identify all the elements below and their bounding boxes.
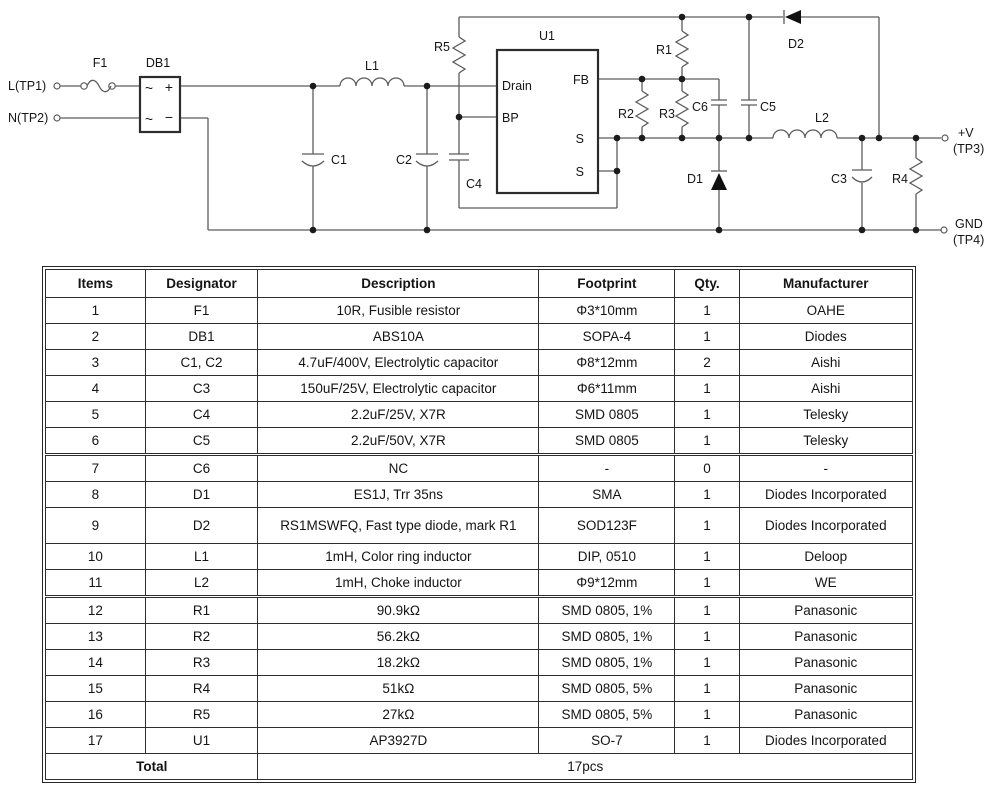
resistor-r5-symbol [453,37,465,73]
bom-row-8 [46,482,913,508]
u1-pin-s2: S [575,165,584,179]
bom-cell-designator: L2 [145,570,258,597]
bom-total-row [46,754,913,780]
u1-pin-fb: FB [573,73,589,87]
bom-total-label: Total [46,754,258,780]
bom-cell-designator: U1 [145,728,258,754]
bom-cell-description: ES1J, Trr 35ns [258,482,539,508]
bom-header-manufacturer: Manufacturer [739,270,912,298]
terminal-n-tp2-label: N(TP2) [8,111,49,125]
bom-cell-items: 13 [46,624,146,650]
bom-cell-footprint: SMD 0805, 5% [539,702,675,728]
terminal-l-tp1-label: L(TP1) [8,79,47,93]
bom-cell-manufacturer: Diodes Incorporated [739,482,912,508]
bom-row-14 [46,650,913,676]
u1-pin-bp: BP [502,111,519,125]
bom-header-row [46,270,913,298]
bom-header-designator: Designator [145,270,258,298]
terminal-tp3-label: (TP3) [953,142,985,156]
capacitor-c3-symbol [852,170,872,182]
label-f1: F1 [92,56,108,70]
label-db1: DB1 [145,56,171,70]
bom-cell-qty: 1 [675,624,739,650]
bom-header-items: Items [46,270,146,298]
label-c4: C4 [466,177,482,191]
bom-cell-qty: 1 [675,650,739,676]
capacitor-c1-symbol [302,154,324,166]
capacitor-c6-symbol [711,100,727,105]
bom-cell-designator: R3 [145,650,258,676]
bom-cell-qty: 1 [675,324,739,350]
bom-header-footprint: Footprint [539,270,675,298]
bom-cell-manufacturer: Aishi [739,376,912,402]
terminal-gnd-label: GND [955,217,983,231]
bom-cell-footprint: Φ3*10mm [539,298,675,324]
bom-header-description: Description [258,270,539,298]
bom-cell-footprint: Φ8*12mm [539,350,675,376]
db1-pin-ac1: ~ [144,80,154,96]
bom-cell-description: 1mH, Color ring inductor [258,544,539,570]
bom-cell-qty: 0 [675,455,739,482]
bom-row-2 [46,324,913,350]
label-c2: C2 [396,153,412,167]
bom-row-10 [46,544,913,570]
diode-d1-symbol [711,171,727,190]
bom-row-1 [46,298,913,324]
bom-cell-description: 18.2kΩ [258,650,539,676]
bom-cell-designator: C4 [145,402,258,428]
bom-cell-description: 1mH, Choke inductor [258,570,539,597]
bom-cell-items: 10 [46,544,146,570]
u1-pin-drain: Drain [502,79,532,93]
bom-cell-designator: R5 [145,702,258,728]
bom-cell-manufacturer: OAHE [739,298,912,324]
bom-row-5 [46,402,913,428]
bom-cell-manufacturer: Aishi [739,350,912,376]
bom-row-17 [46,728,913,754]
bom-cell-description: 4.7uF/400V, Electrolytic capacitor [258,350,539,376]
bom-cell-items: 11 [46,570,146,597]
capacitor-c2-symbol [416,154,438,166]
bom-cell-qty: 1 [675,728,739,754]
bom-total-value: 17pcs [258,754,913,780]
bom-cell-description: NC [258,455,539,482]
bom-cell-manufacturer: Diodes Incorporated [739,728,912,754]
capacitor-c5-symbol [741,100,757,105]
resistor-r4-symbol [910,158,922,194]
bom-row-12 [46,597,913,624]
bom-cell-qty: 1 [675,376,739,402]
bom-cell-description: AP3927D [258,728,539,754]
bom-cell-items: 6 [46,428,146,455]
bom-cell-qty: 1 [675,676,739,702]
label-r3: R3 [659,107,675,121]
bom-cell-manufacturer: Panasonic [739,650,912,676]
label-c6: C6 [692,100,708,114]
resistor-r1-symbol [676,31,688,67]
bom-cell-manufacturer: WE [739,570,912,597]
bom-cell-items: 16 [46,702,146,728]
bom-cell-manufacturer: Diodes Incorporated [739,508,912,544]
db1-pin-ac2: ~ [144,111,154,127]
bom-cell-manufacturer: Panasonic [739,676,912,702]
label-c1: C1 [331,153,347,167]
bom-cell-designator: R4 [145,676,258,702]
bom-cell-designator: DB1 [145,324,258,350]
bom-cell-footprint: - [539,455,675,482]
bom-cell-items: 3 [46,350,146,376]
inductor-l1-symbol [340,78,404,86]
bom-cell-manufacturer: - [739,455,912,482]
ic-u1-symbol [497,50,598,193]
bom-row-3 [46,350,913,376]
bom-cell-description: 10R, Fusible resistor [258,298,539,324]
bom-row-9 [46,508,913,544]
resistor-r2-symbol [636,91,648,127]
resistor-r3-symbol [676,91,688,127]
bom-cell-designator: R2 [145,624,258,650]
bom-cell-description: 51kΩ [258,676,539,702]
bom-cell-description: 56.2kΩ [258,624,539,650]
bom-table [45,269,913,780]
label-r5: R5 [434,40,450,54]
bom-cell-qty: 1 [675,544,739,570]
bom-cell-designator: L1 [145,544,258,570]
bom-row-11 [46,570,913,597]
bom-cell-qty: 1 [675,428,739,455]
bom-cell-qty: 1 [675,702,739,728]
label-r4: R4 [892,172,908,186]
bom-cell-designator: R1 [145,597,258,624]
inductor-l2-symbol [773,130,837,138]
bom-cell-description: 90.9kΩ [258,597,539,624]
bom-cell-designator: F1 [145,298,258,324]
label-u1: U1 [539,29,555,43]
label-l2: L2 [815,111,829,125]
bom-cell-footprint: SMD 0805 [539,402,675,428]
bom-cell-footprint: SOD123F [539,508,675,544]
bom-cell-items: 5 [46,402,146,428]
bom-cell-designator: C6 [145,455,258,482]
bom-cell-footprint: SMD 0805 [539,428,675,455]
bom-row-7 [46,455,913,482]
bom-cell-manufacturer: Panasonic [739,702,912,728]
bom-row-16 [46,702,913,728]
capacitor-c4-symbol [449,154,469,160]
bom-cell-description: 27kΩ [258,702,539,728]
bom-cell-footprint: SMD 0805, 5% [539,676,675,702]
bom-cell-footprint: SMD 0805, 1% [539,624,675,650]
bom-cell-qty: 1 [675,402,739,428]
bom-cell-manufacturer: Telesky [739,428,912,455]
bom-cell-items: 12 [46,597,146,624]
bom-cell-manufacturer: Diodes [739,324,912,350]
bom-cell-footprint: DIP, 0510 [539,544,675,570]
bom-cell-items: 14 [46,650,146,676]
bom-cell-footprint: Φ9*12mm [539,570,675,597]
bom-cell-description: RS1MSWFQ, Fast type diode, mark R1 [258,508,539,544]
label-d1: D1 [687,172,703,186]
bom-cell-items: 2 [46,324,146,350]
label-c3: C3 [831,172,847,186]
bom-cell-qty: 1 [675,482,739,508]
bom-cell-description: 150uF/25V, Electrolytic capacitor [258,376,539,402]
bom-cell-footprint: SMA [539,482,675,508]
bom-cell-designator: C1, C2 [145,350,258,376]
bom-cell-qty: 2 [675,350,739,376]
bom-cell-items: 9 [46,508,146,544]
label-r1: R1 [656,43,672,57]
bom-cell-qty: 1 [675,508,739,544]
bom-cell-qty: 1 [675,570,739,597]
bom-cell-description: ABS10A [258,324,539,350]
bom-cell-items: 15 [46,676,146,702]
bom-row-6 [46,428,913,455]
bom-row-15 [46,676,913,702]
terminal-circles [54,83,948,233]
bom-cell-designator: C3 [145,376,258,402]
bom-cell-footprint: SMD 0805, 1% [539,650,675,676]
bridge-rectifier-db1-symbol [140,77,180,132]
bom-row-4 [46,376,913,402]
diode-d2-symbol [784,10,801,24]
bom-table-frame [42,266,916,783]
bom-header-qty: Qty. [675,270,739,298]
label-r2: R2 [618,107,634,121]
db1-pin-minus: − [164,109,174,125]
bom-cell-manufacturer: Panasonic [739,597,912,624]
label-d2: D2 [788,37,804,51]
bom-cell-items: 7 [46,455,146,482]
terminal-tp4-label: (TP4) [953,233,985,247]
bom-cell-qty: 1 [675,597,739,624]
bom-cell-footprint: SO-7 [539,728,675,754]
bom-cell-items: 17 [46,728,146,754]
bom-cell-qty: 1 [675,298,739,324]
bom-cell-designator: D1 [145,482,258,508]
fuse-f1-symbol [81,80,115,91]
bom-cell-designator: C5 [145,428,258,455]
label-c5: C5 [760,100,776,114]
db1-pin-plus: + [164,79,174,95]
bom-cell-manufacturer: Panasonic [739,624,912,650]
bom-cell-footprint: SOPA-4 [539,324,675,350]
bom-cell-items: 4 [46,376,146,402]
bom-cell-description: 2.2uF/50V, X7R [258,428,539,455]
bom-cell-items: 8 [46,482,146,508]
u1-pin-s1: S [575,132,584,146]
bom-cell-items: 1 [46,298,146,324]
bom-cell-description: 2.2uF/25V, X7R [258,402,539,428]
bom-body [46,298,913,754]
bom-cell-footprint: Φ6*11mm [539,376,675,402]
bom-cell-manufacturer: Telesky [739,402,912,428]
bom-cell-manufacturer: Deloop [739,544,912,570]
bom-cell-footprint: SMD 0805, 1% [539,597,675,624]
terminal-vout-label: +V [958,126,974,140]
circuit-schematic [0,0,998,262]
bom-row-13 [46,624,913,650]
bom-cell-designator: D2 [145,508,258,544]
label-l1: L1 [365,59,379,73]
